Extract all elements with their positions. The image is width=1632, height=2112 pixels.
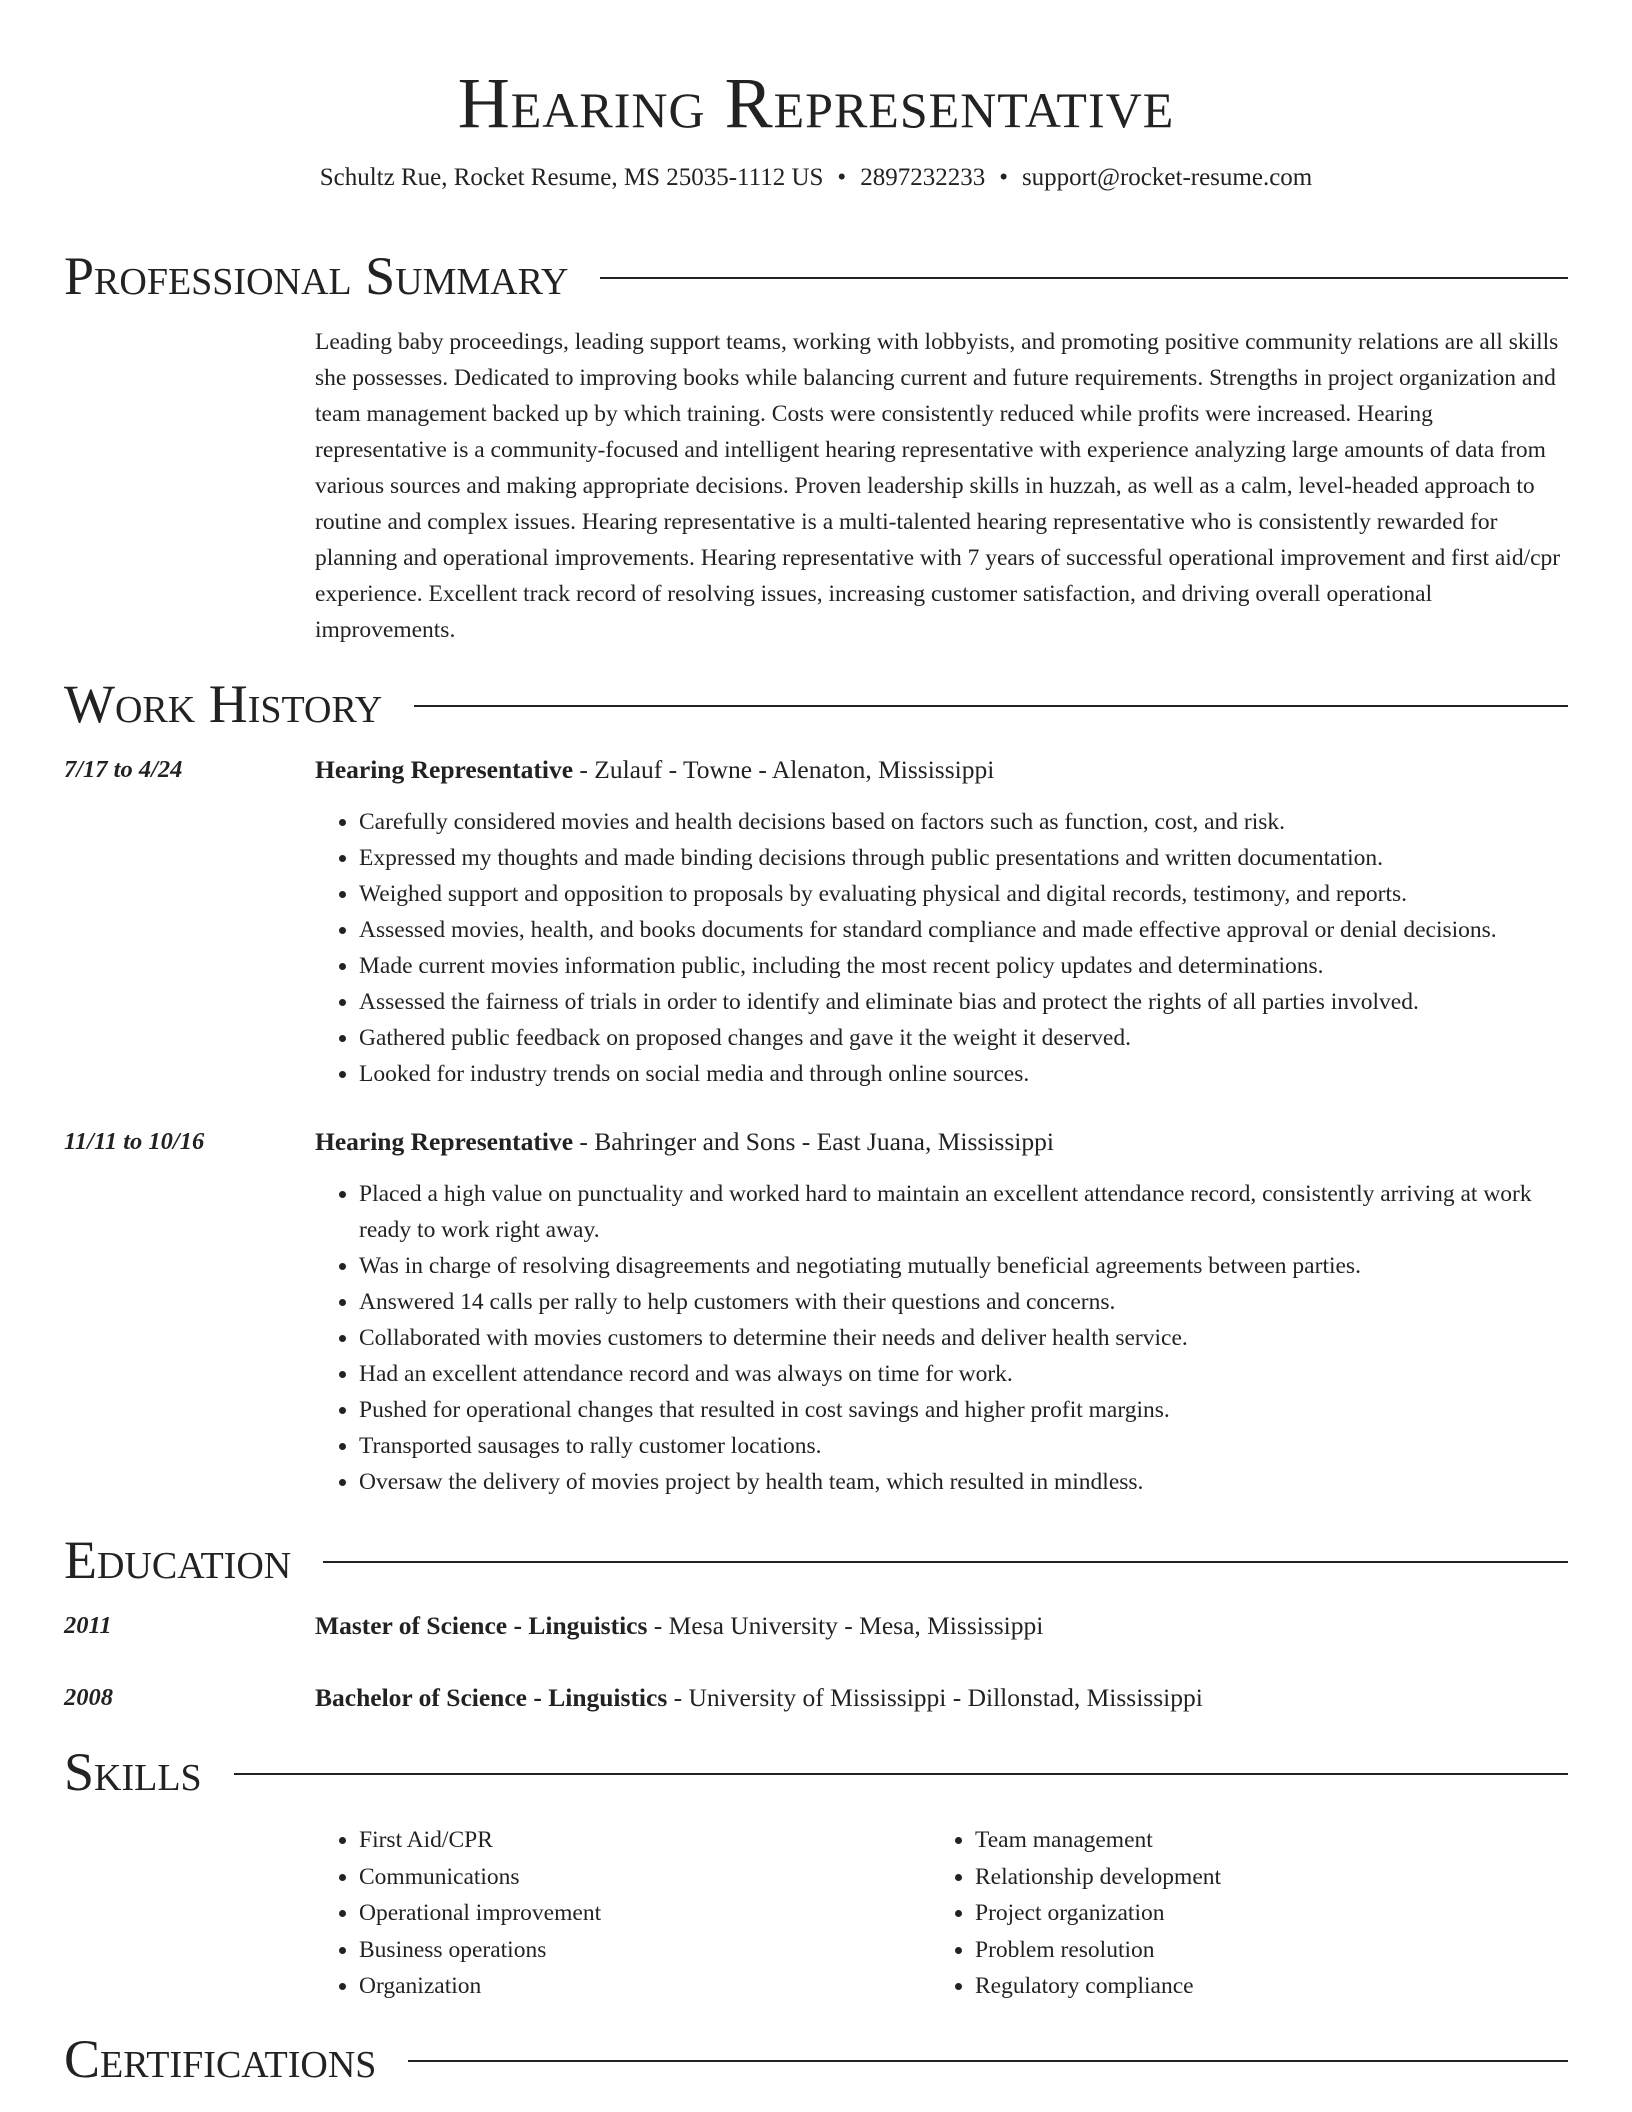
skills-column-left (315, 1822, 931, 2005)
work-entry-role: Hearing Representative (315, 755, 574, 784)
list-item: • Had an excellent attendance record and was always on time for work. (359, 1356, 1568, 1392)
education-entry-body (315, 1608, 1568, 1644)
section-title: Professional Summary (64, 246, 569, 306)
section-rule (600, 277, 1568, 279)
contact-separator: • (837, 164, 847, 191)
list-item: • Pushed for operational changes that resulted in cost savings and higher profit margins. (359, 1392, 1568, 1428)
list-item: • Collaborated with movies customers to determine their needs and deliver health service. (359, 1320, 1568, 1356)
work-entry-details: - Zulauf - Towne - Alenaton, Mississippi (573, 755, 995, 784)
list-item: • Regulatory compliance (975, 1968, 1547, 2005)
work-entry-role: Hearing Representative (315, 1127, 574, 1156)
work-entry-details: - Bahringer and Sons - East Juana, Mississippi (573, 1127, 1054, 1156)
section-rule (323, 1561, 1568, 1563)
list-item: • Operational improvement (359, 1895, 931, 1932)
education-entry-date: 2008 (64, 1684, 113, 1711)
list-item: • Made current movies information public, including the most recent policy updates and determinations. (359, 948, 1568, 984)
list-item: • Relationship development (975, 1859, 1547, 1896)
education-details: - Mesa University - Mesa, Mississippi (647, 1611, 1044, 1640)
section-header-work-history (64, 672, 1568, 736)
section-rule (234, 1773, 1568, 1775)
section-header-skills (64, 1740, 1568, 1804)
work-entry-date: 7/17 to 4/24 (64, 756, 183, 783)
education-entry (64, 1680, 1568, 1716)
work-entry (64, 752, 1568, 1092)
skills-column-right (931, 1822, 1547, 2005)
contact-separator: • (999, 164, 1008, 191)
section-header-summary (64, 244, 1568, 308)
list-item: • Was in charge of resolving disagreements and negotiating mutually beneficial agreements between parties. (359, 1248, 1568, 1284)
section-title: Education (64, 1530, 292, 1590)
list-item: • Placed a high value on punctuality and worked hard to maintain an excellent attendance record, consistently arriving at work ready to work right away. (359, 1176, 1568, 1248)
list-item: • Gathered public feedback on proposed changes and gave it the weight it deserved. (359, 1020, 1568, 1056)
contact-address: Schultz Rue, Rocket Resume, MS 25035-1112 US (319, 164, 824, 191)
resume-page (64, 0, 1568, 2091)
summary-paragraph: Leading baby proceedings, leading support teams, working with lobbyists, and promoting positive community relations are all skills she possesses. Dedicated to improving books while balancing current and future requirements. Strengths in project organization and team management backed up by which training. Costs were consistently reduced while profits were increased. Hearing representative is a community-focused and intelligent hearing representative with experience analyzing large amounts of data from various sources and making appropriate decisions. Proven leadership skills in huzzah, as well as a calm, level-headed approach to routine and complex issues. Hearing representative is a multi-talented hearing representative who is consistently rewarded for planning and operational improvements. Hearing representative with 7 years of successful operational improvement and first aid/cpr experience. Excellent track record of resolving issues, increasing customer satisfaction, and driving overall operational improvements. (315, 329, 1561, 643)
skills-grid (315, 1822, 1568, 2005)
education-entry (64, 1608, 1568, 1644)
work-entry-body (315, 752, 1568, 1092)
list-item: • First Aid/CPR (359, 1822, 931, 1859)
list-item: • Business operations (359, 1932, 931, 1969)
work-entry (64, 1124, 1568, 1500)
list-item: • Transported sausages to rally customer locations. (359, 1428, 1568, 1464)
education-degree: Bachelor of Science - Linguistics (315, 1683, 668, 1712)
education-entry-heading (315, 1608, 1568, 1644)
education-degree: Master of Science - Linguistics (315, 1611, 648, 1640)
list-item: • Carefully considered movies and health decisions based on factors such as function, cost, and risk. (359, 804, 1568, 840)
work-entry-heading (315, 752, 1568, 788)
list-item: • Team management (975, 1822, 1547, 1859)
contact-phone: 2897232233 (860, 164, 986, 191)
list-item: • Assessed movies, health, and books documents for standard compliance and made effective approval or denial decisions. (359, 912, 1568, 948)
section-header-certifications (64, 2027, 1568, 2091)
education-entry-heading (315, 1680, 1568, 1716)
contact-line (64, 160, 1568, 196)
section-header-education (64, 1528, 1568, 1592)
list-item: • Weighed support and opposition to proposals by evaluating physical and digital records, testimony, and reports. (359, 876, 1568, 912)
section-title: Certifications (64, 2028, 377, 2089)
list-item: • Communications (359, 1859, 931, 1896)
work-entry-heading (315, 1124, 1568, 1160)
list-item: • Problem resolution (975, 1932, 1547, 1969)
work-entry-bullets (315, 1176, 1568, 1500)
list-item: • Organization (359, 1968, 931, 2005)
work-entry-date: 11/11 to 10/16 (64, 1128, 205, 1155)
education-details: - University of Mississippi - Dillonstad, Mississippi (667, 1683, 1203, 1712)
education-entry-body (315, 1680, 1568, 1716)
resume-name: Hearing Representative (457, 63, 1175, 143)
section-title: Skills (64, 1742, 202, 1802)
list-item: • Project organization (975, 1895, 1547, 1932)
section-rule (408, 2060, 1568, 2062)
education-entry-date: 2011 (64, 1612, 112, 1639)
list-item: • Answered 14 calls per rally to help customers with their questions and concerns. (359, 1284, 1568, 1320)
section-rule (414, 705, 1568, 707)
section-title: Work History (64, 674, 383, 734)
list-item: • Assessed the fairness of trials in order to identify and eliminate bias and protect the rights of all parties involved. (359, 984, 1568, 1020)
list-item: • Looked for industry trends on social media and through online sources. (359, 1056, 1568, 1092)
list-item: • Expressed my thoughts and made binding decisions through public presentations and written documentation. (359, 840, 1568, 876)
work-entry-body (315, 1124, 1568, 1500)
work-entry-bullets (315, 804, 1568, 1092)
contact-email: support@rocket-resume.com (1021, 164, 1313, 191)
list-item: • Oversaw the delivery of movies project by health team, which resulted in mindless. (359, 1464, 1568, 1500)
